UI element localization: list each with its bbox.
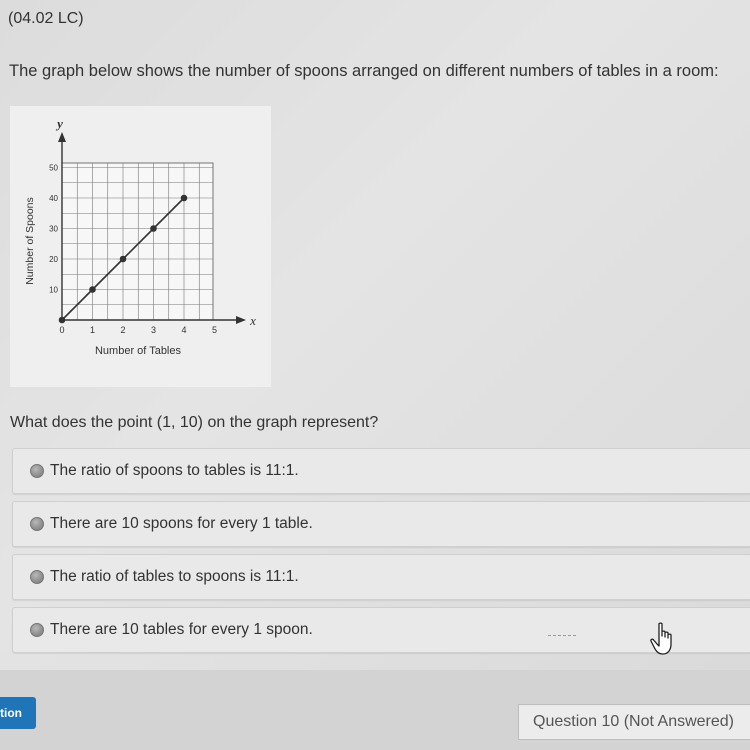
chart — [10, 106, 271, 387]
answer-option-2[interactable] — [12, 501, 750, 547]
y-tick-label: 20 — [49, 255, 58, 264]
option-label: There are 10 tables for every 1 spoon. — [50, 621, 313, 638]
x-tick-label: 3 — [150, 325, 157, 335]
question-id: (04.02 LC) — [8, 10, 84, 27]
option-label: There are 10 spoons for every 1 table. — [50, 515, 313, 532]
y-tick-label: 40 — [49, 194, 58, 203]
radio-button-icon[interactable] — [30, 570, 44, 584]
answer-option-3[interactable] — [12, 554, 750, 600]
data-point — [150, 225, 157, 232]
data-point — [89, 286, 96, 293]
data-point — [120, 256, 127, 263]
graph-panel — [10, 106, 271, 387]
x-tick-label: 4 — [181, 325, 187, 335]
data-point — [181, 195, 188, 202]
question-prompt: What does the point (1, 10) on the graph represent? — [10, 414, 379, 431]
x-tick-label: 5 — [211, 325, 218, 335]
option-label: The ratio of spoons to tables is 11:1. — [50, 462, 299, 479]
option-label: The ratio of tables to spoons is 11:1. — [50, 568, 299, 585]
data-point — [59, 317, 66, 324]
y-tick-label: 30 — [49, 224, 58, 234]
x-tick-label: 1 — [89, 325, 96, 335]
answer-option-4[interactable] — [12, 607, 750, 653]
y-axis-arrow — [58, 132, 66, 142]
x-axis-title: Number of Tables — [94, 345, 182, 357]
x-axis-arrow — [236, 316, 246, 324]
y-tick-label: 10 — [49, 285, 58, 295]
y-tick-label: 50 — [49, 163, 58, 173]
x-tick-label: 0 — [59, 325, 65, 335]
dash-mark — [548, 635, 576, 637]
radio-button-icon[interactable] — [30, 623, 44, 637]
question-status-button[interactable]: Question 10 (Not Answered) — [518, 704, 750, 740]
x-axis-letter: x — [250, 313, 256, 328]
y-axis-title: Number of Spoons — [24, 197, 36, 285]
answer-option-1[interactable] — [12, 448, 750, 494]
hand-cursor-icon — [650, 622, 678, 656]
previous-question-button[interactable]: tion — [0, 697, 36, 729]
question-text: The graph below shows the number of spoons arranged on different numbers of tables in a room: — [9, 62, 719, 80]
x-tick-label: 2 — [120, 325, 126, 335]
answer-options — [12, 448, 750, 660]
y-axis-letter: y — [57, 116, 63, 131]
radio-button-icon[interactable] — [30, 464, 44, 478]
radio-button-icon[interactable] — [30, 517, 44, 531]
